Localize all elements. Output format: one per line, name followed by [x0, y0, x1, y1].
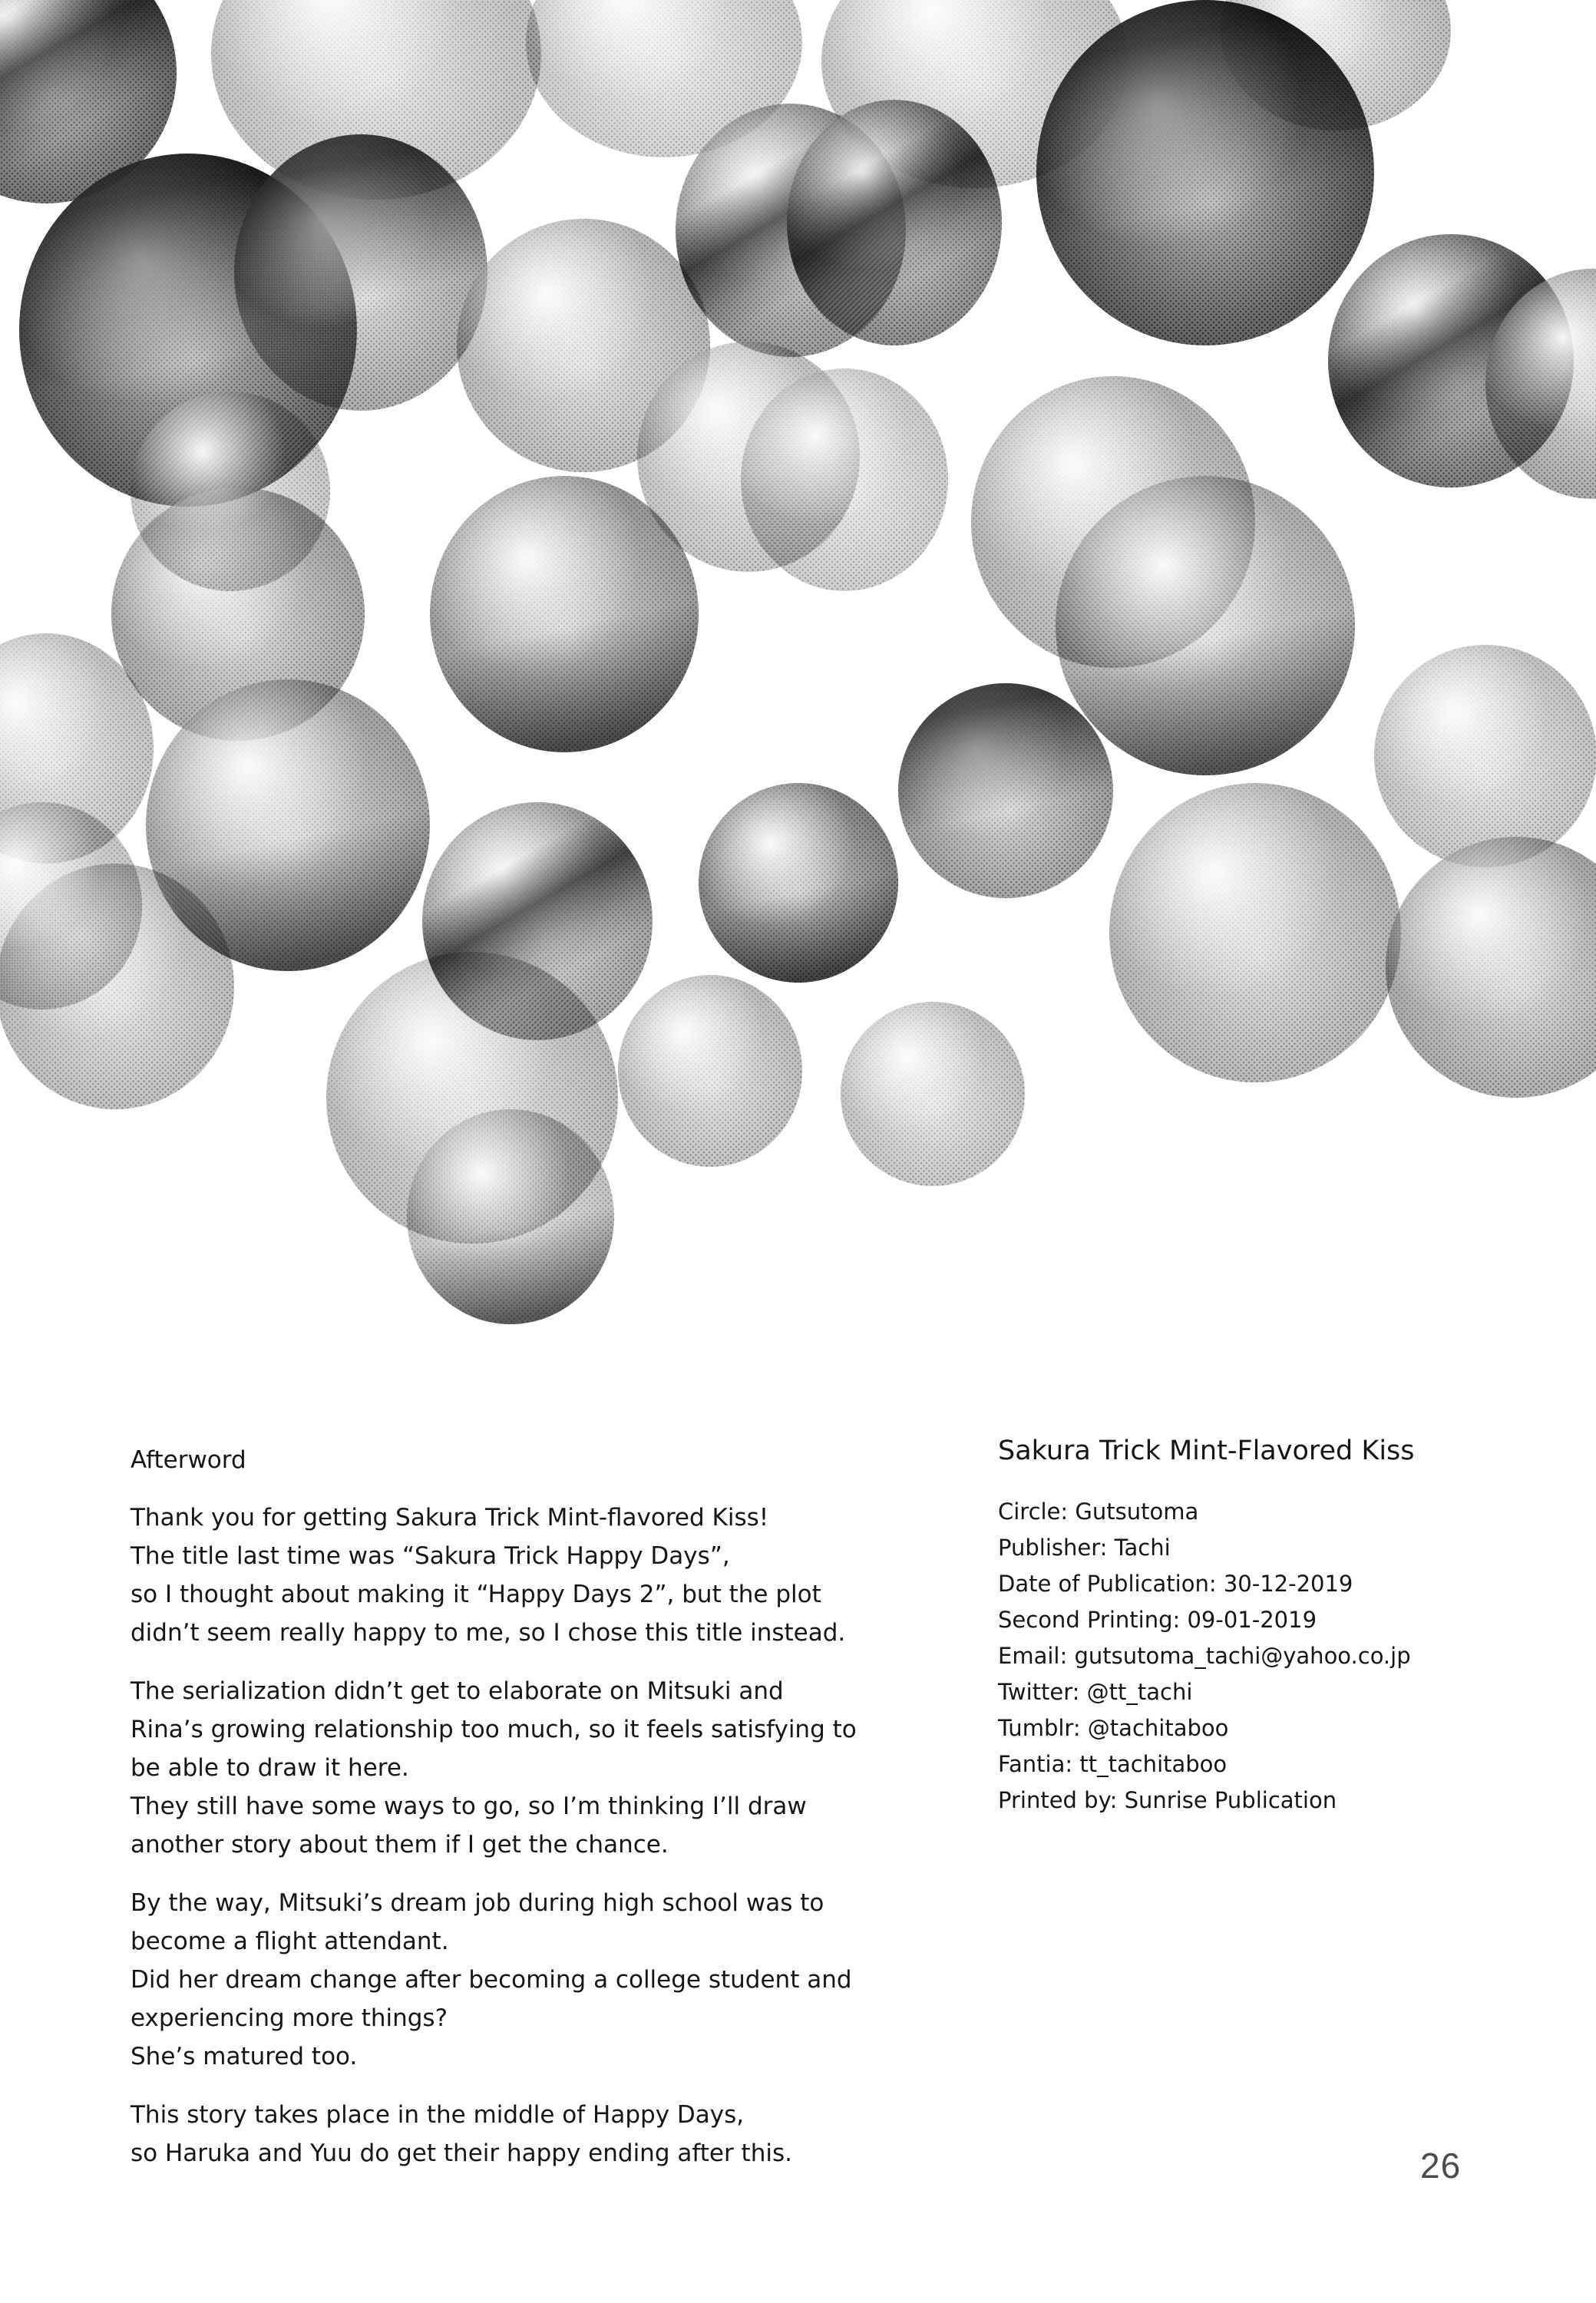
halftone-bubble	[787, 100, 1002, 345]
afterword-paragraph	[131, 1672, 906, 1864]
colophon-section	[998, 1434, 1566, 1819]
afterword-line: The serialization didn’t get to elaborate on Mitsuki and	[131, 1677, 784, 1705]
afterword-paragraph	[131, 1884, 906, 2076]
afterword-line: experiencing more things?	[131, 2004, 448, 2032]
afterword-line: so I thought about making it “Happy Days 2”, but the plot	[131, 1581, 821, 1608]
colophon-entry: Twitter: @tt_tachi	[998, 1679, 1193, 1705]
afterword-line: didn’t seem really happy to me, so I chose this title instead.	[131, 1619, 846, 1647]
page-number: 26	[1420, 2146, 1462, 2186]
afterword-line: another story about them if I get the chance.	[131, 1831, 669, 1859]
afterword-line: become a flight attendant.	[131, 1928, 449, 1955]
halftone-bubble	[1386, 837, 1596, 1098]
afterword-line: Thank you for getting Sakura Trick Mint-flavored Kiss!	[131, 1504, 769, 1531]
afterword-line: The title last time was “Sakura Trick Happy Days”,	[131, 1542, 730, 1570]
halftone-bubble	[898, 683, 1113, 898]
halftone-bubble	[430, 476, 699, 752]
afterword-line: By the way, Mitsuki’s dream job during high school was to	[131, 1889, 824, 1917]
afterword-paragraphs	[131, 1498, 906, 2172]
afterword-line: This story takes place in the middle of Happy Days,	[131, 2101, 745, 2129]
halftone-bubble	[1109, 783, 1401, 1082]
colophon-entry: Tumblr: @tachitaboo	[998, 1715, 1229, 1741]
colophon-entry: Second Printing: 09-01-2019	[998, 1607, 1317, 1633]
colophon-entry: Circle: Gutsutoma	[998, 1498, 1199, 1525]
afterword-line: be able to draw it here.	[131, 1754, 409, 1782]
afterword-line: They still have some ways to go, so I’m thinking I’ll draw	[131, 1793, 807, 1820]
halftone-bubble	[407, 1109, 614, 1324]
afterword-paragraph	[131, 2096, 906, 2172]
halftone-bubble	[1056, 476, 1355, 775]
colophon-entry: Fantia: tt_tachitaboo	[998, 1751, 1228, 1777]
afterword-line: Rina’s growing relationship too much, so it feels satisfying to	[131, 1716, 857, 1743]
colophon-entry: Printed by: Sunrise Publication	[998, 1787, 1337, 1813]
halftone-bubble	[618, 975, 802, 1167]
colophon-entry: Date of Publication: 30-12-2019	[998, 1571, 1353, 1597]
halftone-bubble	[699, 783, 898, 983]
halftone-bubble	[234, 134, 487, 411]
colophon-entries	[998, 1494, 1566, 1819]
colophon-title: Sakura Trick Mint-Flavored Kiss	[998, 1436, 1415, 1466]
colophon-entry: Publisher: Tachi	[998, 1535, 1171, 1561]
halftone-bubble	[841, 1002, 1025, 1186]
halftone-bubble	[741, 368, 948, 591]
afterword-section	[131, 1445, 906, 2172]
halftone-bubble	[1036, 0, 1374, 345]
afterword-line: She’s matured too.	[131, 2043, 358, 2070]
afterword-line: Did her dream change after becoming a college student and	[131, 1966, 852, 1994]
afterword-paragraph	[131, 1498, 906, 1652]
halftone-bubble	[131, 392, 330, 591]
afterword-line: so Haruka and Yuu do get their happy ending after this.	[131, 2139, 792, 2167]
colophon-entry: Email: gutsutoma_tachi@yahoo.co.jp	[998, 1643, 1411, 1669]
halftone-bubble	[422, 802, 653, 1040]
halftone-bubble	[1374, 645, 1596, 867]
afterword-heading: Afterword	[131, 1446, 246, 1474]
